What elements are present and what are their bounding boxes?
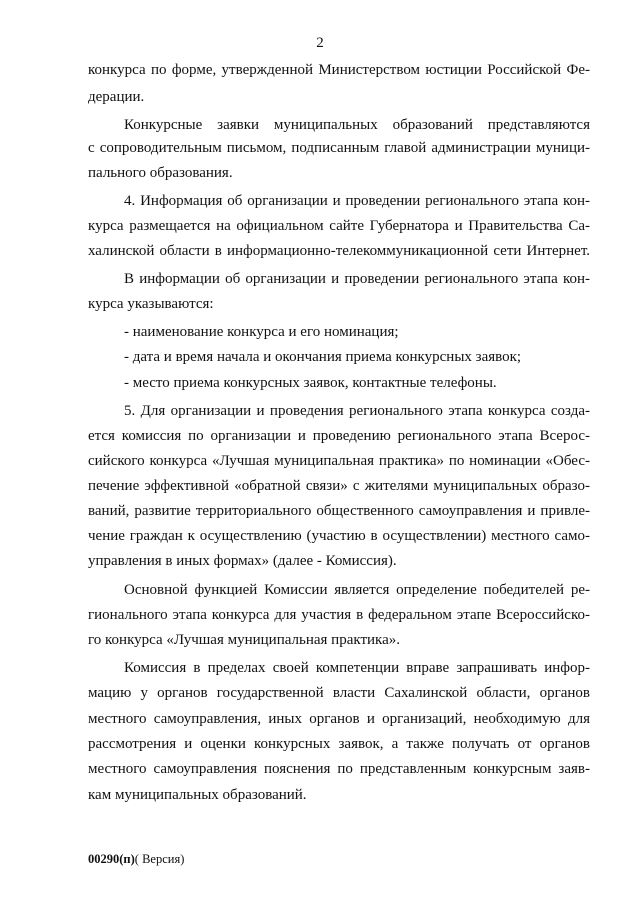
text-line: с сопроводительным письмом, подписанным главой администрации муници- <box>88 140 590 156</box>
text-line: конкурса по форме, утвержденной Министерством юстиции Российской Фе- <box>88 62 590 78</box>
document-version: ( Версия) <box>134 852 185 866</box>
text-line: Комиссия в пределах своей компетенции вправе запрашивать инфор- <box>124 660 590 676</box>
text-line: го конкурса «Лучшая муниципальная практика». <box>88 632 401 648</box>
document-footer <box>88 852 184 867</box>
text-line: управления в иных формах» (далее - Комиссия). <box>88 553 397 569</box>
text-line: Конкурсные заявки муниципальных образований представляются <box>124 117 590 133</box>
text-line: халинской области в информационно-телекоммуникационной сети Интернет. <box>88 243 590 259</box>
text-line: пального образования. <box>88 165 233 181</box>
list-item: - дата и время начала и окончания приема конкурсных заявок; <box>124 349 522 365</box>
text-line: мацию у органов государственной власти Сахалинской области, органов <box>88 685 590 701</box>
text-line: печение эффективной «обратной связи» с жителями муниципальных образо- <box>88 478 590 494</box>
text-line: чение граждан к осуществлению (участию в осуществлении) местного само- <box>88 528 590 544</box>
text-line: сийского конкурса «Лучшая муниципальная практика» по номинации «Обес- <box>88 453 590 469</box>
text-line: курса указываются: <box>88 296 214 312</box>
text-line: ется комиссия по организации и проведению регионального этапа Всерос- <box>88 428 590 444</box>
text-line: дерации. <box>88 89 145 105</box>
page-number: 2 <box>316 35 324 51</box>
text-line: рассмотрения и оценки конкурсных заявок, а также получать от органов <box>88 736 590 752</box>
text-line: 5. Для организации и проведения регионального этапа конкурса созда- <box>124 403 590 419</box>
list-item: - место приема конкурсных заявок, контактные телефоны. <box>124 375 497 391</box>
text-line: В информации об организации и проведении регионального этапа кон- <box>124 271 590 287</box>
list-item: - наименование конкурса и его номинация; <box>124 324 399 340</box>
text-line: Основной функцией Комиссии является определение победителей ре- <box>124 582 590 598</box>
text-line: 4. Информация об организации и проведении регионального этапа кон- <box>124 193 590 209</box>
text-line: гионального этапа конкурса для участия в федеральном этапе Всероссийско- <box>88 607 590 623</box>
text-line: ваний, развитие территориального общественного самоуправления и привле- <box>88 503 590 519</box>
document-code: 00290(п) <box>88 852 135 866</box>
text-line: местного самоуправления, иных органов и организаций, необходимую для <box>88 711 590 727</box>
text-line: местного самоуправления пояснения по представленным конкурсным заяв- <box>88 761 590 777</box>
text-line: курса размещается на официальном сайте Губернатора и Правительства Са- <box>88 218 590 234</box>
text-line: кам муниципальных образований. <box>88 787 307 803</box>
